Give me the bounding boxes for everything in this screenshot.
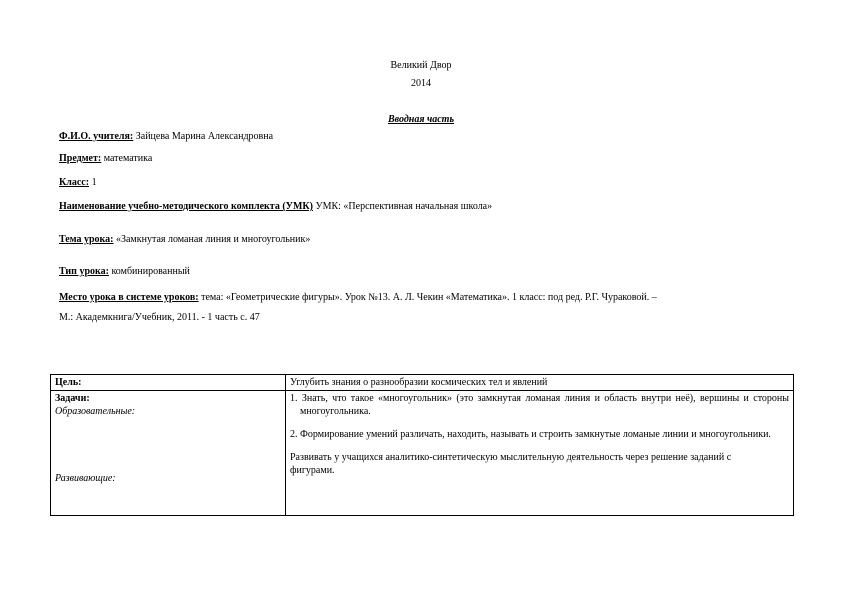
developing-label: Развивающие:	[55, 473, 116, 484]
developing-value: Развивать у учащихся аналитико-синтетическую мыслительную деятельность через решение заданий с фигурами.	[290, 452, 732, 476]
goal-value: Углубить знания о разнообразии космических тел и явлений	[286, 375, 794, 391]
goals-table	[50, 374, 794, 516]
topic-row	[59, 234, 310, 245]
header-year: 2014	[411, 78, 431, 89]
lesson-place-label: Место урока в системе уроков:	[59, 292, 199, 303]
subject-label: Предмет:	[59, 153, 102, 164]
section-title: Вводная часть	[387, 114, 455, 125]
lesson-type-label: Тип урока:	[59, 266, 109, 277]
task-2: 2. Формирование умений различать, находить, называть и строить замкнутые ломаные линии и многоугольники.	[290, 429, 771, 440]
goal-label: Цель:	[51, 375, 286, 391]
lesson-type-row	[59, 266, 190, 277]
lesson-type-value: комбинированный	[108, 266, 190, 277]
teacher-value: Зайцева Марина Александровна	[133, 131, 274, 142]
tasks-row	[51, 391, 794, 516]
teacher-row	[59, 131, 273, 142]
umk-label: Наименование учебно-методического комплекта (УМК)	[59, 201, 314, 212]
goal-row	[51, 375, 794, 391]
umk-row	[59, 201, 492, 212]
lesson-place-value: тема: «Геометрические фигуры». Урок №13. А. Л. Чекин «Математика». 1 класс: под ред. Р.Г. Чураковой. –	[198, 292, 657, 303]
umk-value: УМК: «Перспективная начальная школа»	[313, 201, 493, 212]
lesson-place-row	[59, 292, 657, 303]
class-value: 1	[89, 177, 97, 188]
task-1: 1. Знать, что такое «многоугольник» (это замкнутая ломаная линия и область внутри неё), вершины и стороны многоугольника.	[290, 393, 789, 417]
topic-label: Тема урока:	[59, 234, 114, 245]
subject-value: математика	[101, 153, 153, 164]
class-label: Класс:	[59, 177, 90, 188]
tasks-label-cell	[51, 391, 286, 516]
header-place: Великий Двор	[390, 60, 452, 71]
teacher-label: Ф.И.О. учителя:	[59, 131, 134, 142]
subject-row	[59, 153, 152, 164]
tasks-label: Задачи:	[55, 393, 90, 404]
lesson-place-row-2: М.: Академкнига/Учебник, 2011. - 1 часть с. 47	[59, 312, 260, 323]
class-row	[59, 177, 97, 188]
topic-value: «Замкнутая ломаная линия и многоугольник»	[113, 234, 311, 245]
tasks-value-cell	[286, 391, 794, 516]
educational-label: Образовательные:	[55, 406, 136, 417]
